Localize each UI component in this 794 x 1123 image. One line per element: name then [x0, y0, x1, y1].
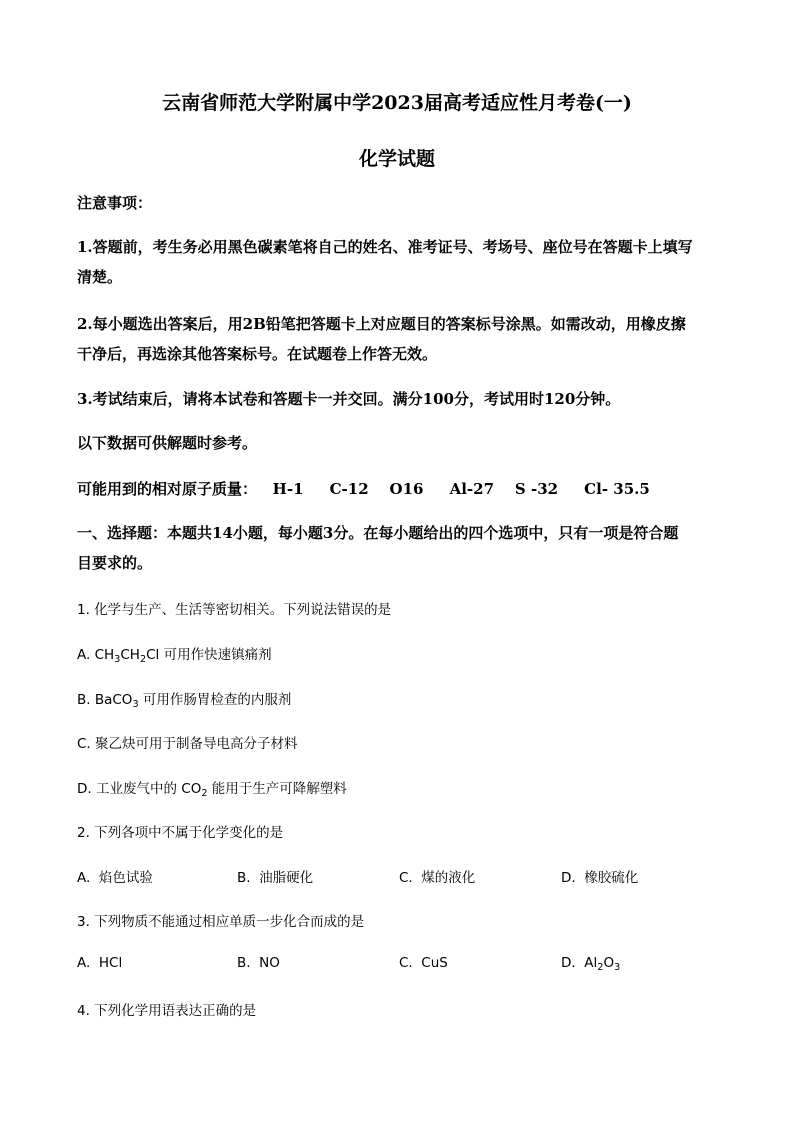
notice-item-1-line-1: 1.答题前，考生务必用黑色碳素笔将自己的姓名、准考证号、考场号、座位号在答题卡上填写	[77, 238, 693, 256]
question-3-option-c: C. CuS	[399, 955, 448, 971]
exam-subtitle: 化学试题	[358, 148, 435, 170]
question-2-option-b: B. 油脂硬化	[237, 870, 314, 886]
question-3-option-d: D. $Al_2O_3$	[561, 955, 621, 973]
question-2-option-a: A. 焰色试验	[77, 870, 153, 886]
notice-item-3: 3.考试结束后，请将本试卷和答题卡一并交回。满分100分，考试用时120分钟。	[77, 390, 621, 408]
atomic-mass-line: 可能用到的相对原子质量： H-1 C-12 O16 Al-27 S -32 Cl- 35.5	[77, 480, 650, 498]
question-1-option-d: D. 工业废气中的 $CO_2$ 能用于生产可降解塑料	[77, 781, 347, 799]
notice-item-2-line-1: 2.每小题选出答案后，用2B铅笔把答题卡上对应题目的答案标号涂黑。如需改动，用橡皮擦	[77, 315, 686, 333]
exam-title: 云南省师范大学附属中学2023届高考适应性月考卷(一)	[162, 92, 632, 114]
question-3-stem: 3. 下列物质不能通过相应单质一步化合而成的是	[77, 914, 365, 930]
question-4-stem: 4. 下列化学用语表达正确的是	[77, 1003, 257, 1019]
question-2-stem: 2. 下列各项中不属于化学变化的是	[77, 825, 284, 841]
question-1-option-b: B. BaCO$_3$ 可用作肠胃检查的内服剂	[77, 692, 292, 710]
notice-item-1-line-2: 清楚。	[77, 268, 123, 286]
reference-note: 以下数据可供解题时参考。	[77, 434, 258, 452]
question-3-option-a: A. HCl	[77, 955, 123, 971]
notice-heading: 注意事项：	[77, 194, 153, 212]
question-2-option-d: D. 橡胶硫化	[561, 870, 639, 886]
section-1-line-2: 目要求的。	[77, 554, 153, 572]
question-2-option-c: C. 煤的液化	[399, 870, 476, 886]
question-3-option-b: B. NO	[237, 955, 280, 971]
question-1-option-a: A. $CH_3CH_2Cl$ 可用作快速镇痛剂	[77, 647, 272, 665]
question-1-stem: 1. 化学与生产、生活等密切相关。下列说法错误的是	[77, 602, 392, 618]
section-1-line-1: 一、选择题：本题共14小题，每小题3分。在每小题给出的四个选项中，只有一项是符合题	[77, 524, 679, 542]
notice-item-2-line-2: 干净后，再选涂其他答案标号。在试题卷上作答无效。	[77, 345, 438, 363]
question-1-option-c: C. 聚乙炔可用于制备导电高分子材料	[77, 736, 298, 752]
